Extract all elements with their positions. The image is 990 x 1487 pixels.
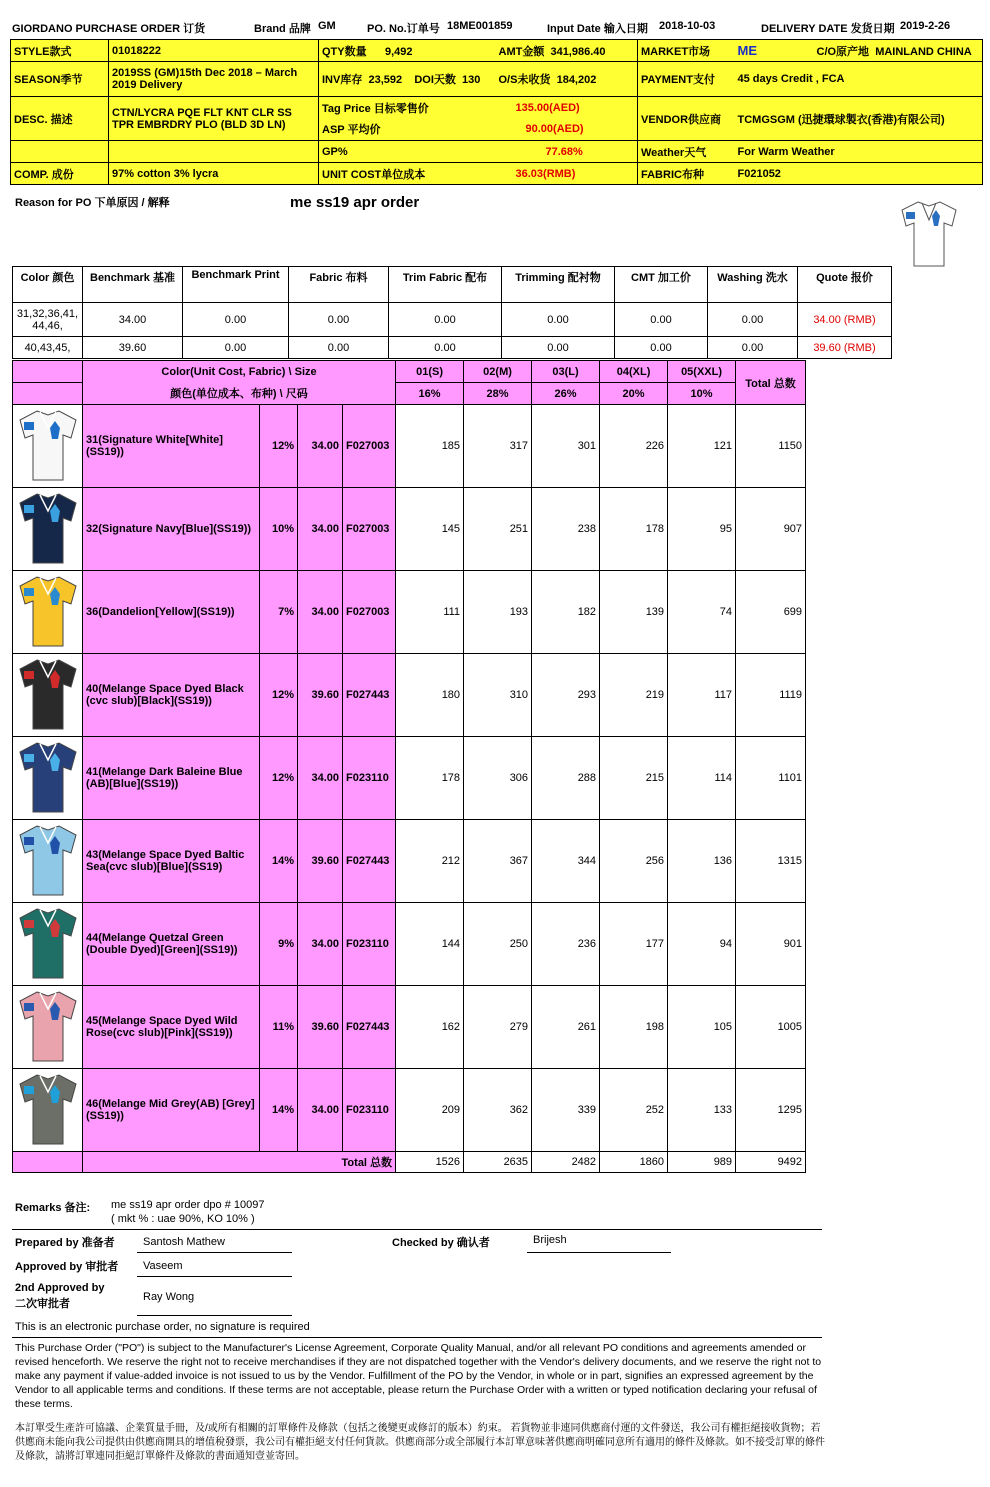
size-qty: 252 [600,1069,668,1152]
size-header: 01(S) [396,361,464,383]
divider [12,1229,822,1230]
size-qty: 279 [464,986,532,1069]
order-total-row [13,1152,806,1173]
order-body [13,405,806,1152]
product-thumbnail [13,654,83,737]
benchmark-cell: 0.00 [183,303,289,337]
signature-line [137,1276,292,1277]
delivery-date-label: DELIVERY DATE 发货日期 [761,23,895,35]
benchmark-row [13,337,892,359]
doi-label: DOI天数 [414,74,456,86]
size-total: 989 [668,1152,736,1173]
size-qty: 193 [464,571,532,654]
asp-value: 90.00(AED) [496,119,638,141]
color-pct: 12% [260,654,298,737]
row-total: 901 [736,903,806,986]
polo-shirt-image [16,987,80,1065]
po-number-label: PO. No.订单号 [367,23,440,35]
order-row [13,654,806,737]
row-total: 1295 [736,1069,806,1152]
blank-cell [13,383,83,405]
order-row [13,405,806,488]
size-qty: 293 [532,654,600,737]
color-pct: 14% [260,1069,298,1152]
remarks-line-1: me ss19 apr order dpo # 10097 [111,1199,265,1211]
unit-cost: 34.00 [298,903,343,986]
size-qty: 198 [600,986,668,1069]
color-pct: 7% [260,571,298,654]
remarks-label: Remarks 备注: [15,1202,91,1214]
unit-cost: 34.00 [298,488,343,571]
benchmark-cell: 0.00 [708,303,798,337]
size-qty: 367 [464,820,532,903]
size-qty: 177 [600,903,668,986]
fabric-code: F027003 [343,405,396,488]
qty-value: 9,492 [384,45,413,58]
gp-value: 77.68% [496,141,638,163]
size-qty: 139 [600,571,668,654]
benchmark-header-cell: Color 颜色 [13,267,83,303]
brand-value: GM [318,20,336,32]
comp-label: COMP. 成份 [11,163,109,185]
color-name: 36(Dandelion[Yellow](SS19)) [83,571,260,654]
size-total: 1860 [600,1152,668,1173]
unit-cost-value: 36.03(RMB) [496,163,638,185]
size-total: 1526 [396,1152,464,1173]
size-qty: 317 [464,405,532,488]
size-qty: 362 [464,1069,532,1152]
size-qty: 145 [396,488,464,571]
benchmark-cell: 34.00 [83,303,183,337]
order-quantity-table [12,360,806,1173]
reason-value: me ss19 apr order [290,194,420,211]
product-thumbnail [13,903,83,986]
size-total: 2482 [532,1152,600,1173]
qty-cell [319,40,496,62]
signature-line [527,1252,671,1253]
color-name: 31(Signature White[White](SS19)) [83,405,260,488]
origin-label: C/O原产地 [816,45,870,58]
delivery-date-value: 2019-2-26 [900,20,951,32]
order-header-row-2 [13,383,806,405]
size-qty: 178 [600,488,668,571]
second-approved-label-cn: 二次审批者 [15,1298,70,1310]
amt-label: AMT金额 [498,45,545,58]
fabric-code: F023110 [343,1069,396,1152]
color-name: 46(Melange Mid Grey(AB) [Grey](SS19)) [83,1069,260,1152]
signature-line [137,1315,292,1316]
order-header-row-1 [13,361,806,383]
os-cell [496,62,638,97]
unit-cost: 39.60 [298,820,343,903]
amt-cell [496,40,638,62]
second-approved-label: 2nd Approved by [15,1282,105,1294]
size-qty: 301 [532,405,600,488]
size-qty: 215 [600,737,668,820]
polo-shirt-image [16,489,80,567]
grand-total: 9492 [736,1152,806,1173]
size-qty: 182 [532,571,600,654]
size-qty: 344 [532,820,600,903]
size-qty: 133 [668,1069,736,1152]
row-total: 1150 [736,405,806,488]
benchmark-cell: 0.00 [289,337,389,359]
blank-cell [13,361,83,383]
tag-price-label: Tag Price 目标零售价 [319,97,496,119]
size-qty: 238 [532,488,600,571]
benchmark-cell: 0.00 [615,303,708,337]
fabric-code: F023110 [343,737,396,820]
market-value: ME [735,40,814,62]
origin-cell [814,40,983,62]
size-qty: 212 [396,820,464,903]
benchmark-header-cell: Trimming 配衬物 [502,267,615,303]
checked-by-label: Checked by 确认者 [392,1237,490,1249]
size-qty: 117 [668,654,736,737]
origin-value: MAINLAND CHINA [875,45,972,58]
size-pct: 16% [396,383,464,405]
size-qty: 261 [532,986,600,1069]
benchmark-cell: 0.00 [502,303,615,337]
document-title: GIORDANO PURCHASE ORDER 订货 [12,23,206,35]
polo-shirt-image [16,572,80,650]
fabric-code: F023110 [343,903,396,986]
size-qty: 288 [532,737,600,820]
benchmark-header-cell: Trim Fabric 配布 [389,267,502,303]
size-qty: 114 [668,737,736,820]
blank-cell [109,141,319,163]
color-name: 43(Melange Space Dyed Baltic Sea(cvc slub)[Blue](SS19) [83,820,260,903]
weather-value: For Warm Weather [735,141,983,163]
benchmark-cell: 0.00 [183,337,289,359]
fabric-value: F021052 [735,163,983,185]
size-qty: 180 [396,654,464,737]
blank-cell [11,141,109,163]
benchmark-cell: 39.60 (RMB) [798,337,892,359]
color-name: 45(Melange Space Dyed Wild Rose(cvc slub)[Pink](SS19)) [83,986,260,1069]
size-header: 04(XL) [600,361,668,383]
weather-label: Weather天气 [638,141,735,163]
second-approved-value: Ray Wong [143,1291,195,1303]
order-info-table [10,39,983,185]
input-date-label: Input Date 输入日期 [547,23,648,35]
row-total: 907 [736,488,806,571]
polo-shirt-image [16,655,80,733]
order-row [13,820,806,903]
fabric-code: F027443 [343,820,396,903]
os-value: 184,202 [556,74,597,86]
remarks-line-2: ( mkt % : uae 90%, KO 10% ) [111,1213,255,1225]
benchmark-header-cell: Benchmark 基准 [83,267,183,303]
checked-by-value: Brijesh [533,1234,567,1246]
product-sketch-image [896,196,962,272]
total-label: Total 总数 [83,1152,396,1173]
polo-shirt-image [16,821,80,899]
benchmark-header-row [13,267,892,303]
row-total: 1119 [736,654,806,737]
size-qty: 236 [532,903,600,986]
inv-value: 23,592 [368,74,403,86]
benchmark-body [13,303,892,359]
unit-cost: 34.00 [298,405,343,488]
gp-label: GP% [319,141,496,163]
style-value: 01018222 [109,40,319,62]
size-qty: 162 [396,986,464,1069]
order-row [13,903,806,986]
payment-value: 45 days Credit , FCA [735,62,983,97]
benchmark-cell: 0.00 [708,337,798,359]
size-qty: 74 [668,571,736,654]
payment-label: PAYMENT支付 [638,62,735,97]
color-pct: 11% [260,986,298,1069]
size-qty: 144 [396,903,464,986]
color-pct: 12% [260,405,298,488]
doi-value: 130 [462,74,481,86]
terms-english: This Purchase Order ("PO") is subject to the Manufacturer's License Agreement, Corporate Quality Manual, and/or all relevant PO conditions and agreements amended or revised henceforth. We reserve the right not to receive merchandises if they are not dispatched together with the Vendor's delivery documents, and we reserve the right not to make any payment if value-added invoice is not issued to us by the Vendor. Fulfillment of the PO by the Vendor, in whole or in part, signifies an expressed agreement by the Vendor to all applicable terms and conditions. If these terms are not acceptable, please return the Purchase Order with a written or typed notification declaring your refusal of these terms. [15,1342,822,1410]
tag-price-value: 135.00(AED) [496,97,638,119]
order-row [13,488,806,571]
size-pct: 28% [464,383,532,405]
size-qty: 121 [668,405,736,488]
polo-shirt-image [16,738,80,816]
size-header: 03(L) [532,361,600,383]
product-thumbnail [13,820,83,903]
benchmark-cell: 40,43,45, [13,337,83,359]
polo-shirt-image [16,406,80,484]
polo-shirt-image [16,1070,80,1148]
inv-label: INV库存 [322,74,363,86]
color-name: 32(Signature Navy[Blue](SS19)) [83,488,260,571]
order-row [13,571,806,654]
size-qty: 136 [668,820,736,903]
unit-cost: 34.00 [298,737,343,820]
size-qty: 339 [532,1069,600,1152]
row-total: 1101 [736,737,806,820]
product-thumbnail [13,986,83,1069]
size-qty: 226 [600,405,668,488]
approved-by-label: Approved by 审批者 [15,1261,119,1273]
unit-cost: 39.60 [298,654,343,737]
color-name: 40(Melange Space Dyed Black (cvc slub)[Black](SS19)) [83,654,260,737]
size-qty: 185 [396,405,464,488]
signature-line [137,1252,292,1253]
order-row [13,986,806,1069]
divider [12,1337,822,1338]
benchmark-cell: 0.00 [389,337,502,359]
fabric-code: F027003 [343,571,396,654]
blank-cell [13,1152,83,1173]
row-total: 1315 [736,820,806,903]
size-qty: 209 [396,1069,464,1152]
size-qty: 105 [668,986,736,1069]
size-qty: 306 [464,737,532,820]
size-qty: 251 [464,488,532,571]
benchmark-row [13,303,892,337]
benchmark-cell: 0.00 [389,303,502,337]
product-thumbnail [13,488,83,571]
po-number-value: 18ME001859 [447,20,513,32]
benchmark-cell: 34.00 (RMB) [798,303,892,337]
benchmark-cell: 0.00 [289,303,389,337]
terms-chinese: 本訂單受生產許可協議、企業質量手冊，及/或所有相關的訂單條件及條款（包括之後變更或修訂的版本）約束。 若貨物並非連同供應商付運的文件發送，我公司有權拒絕接收貨物；若供應商未能向我公司提供由供應商開具的增值稅發票，我公司有權拒絕支付任何貨款。供應商部分或全部履行本訂單意味著供應商明確同意所有適用的條件及條款。如不接受訂單的條件及條款，請將訂單連同拒絕訂單條件及條款的書面通知壹並寄回。 [15,1423,825,1462]
product-thumbnail [13,405,83,488]
size-header: 05(XXL) [668,361,736,383]
size-qty: 250 [464,903,532,986]
unit-cost-label: UNIT COST单位成本 [319,163,496,185]
benchmark-header-cell: CMT 加工价 [615,267,708,303]
input-date-value: 2018-10-03 [659,20,716,32]
color-size-header: Color(Unit Cost, Fabric) \ Size [83,361,396,383]
season-label: SEASON季节 [11,62,109,97]
size-qty: 111 [396,571,464,654]
size-qty: 256 [600,820,668,903]
qty-label: QTY数量 [322,45,367,58]
product-thumbnail [13,571,83,654]
unit-cost: 34.00 [298,1069,343,1152]
size-qty: 219 [600,654,668,737]
order-row [13,1069,806,1152]
color-pct: 14% [260,820,298,903]
unit-cost: 39.60 [298,986,343,1069]
fabric-code: F027003 [343,488,396,571]
size-pct: 26% [532,383,600,405]
unit-cost: 34.00 [298,571,343,654]
fabric-code: F027443 [343,986,396,1069]
approved-by-value: Vaseem [143,1260,183,1272]
prepared-by-value: Santosh Mathew [143,1236,225,1248]
size-header: 02(M) [464,361,532,383]
size-qty: 310 [464,654,532,737]
product-thumbnail [13,737,83,820]
color-name: 44(Melange Quetzal Green (Double Dyed)[Green](SS19)) [83,903,260,986]
benchmark-header-cell: Quote 报价 [798,267,892,303]
order-row [13,737,806,820]
reason-label: Reason for PO 下单原因 / 解释 [15,197,170,209]
benchmark-header-cell: Benchmark Print [183,267,289,303]
benchmark-cell: 31,32,36,41, 44,46, [13,303,83,337]
inv-cell [319,62,496,97]
os-label: O/S未收货 [498,74,551,86]
benchmark-cell: 39.60 [83,337,183,359]
brand-label: Brand 品牌 [254,23,311,35]
vendor-label: VENDOR供应商 [638,97,735,141]
color-name: 41(Melange Dark Baleine Blue (AB)[Blue](SS19)) [83,737,260,820]
fabric-label: FABRIC布种 [638,163,735,185]
desc-value: CTN/LYCRA PQE FLT KNT CLR SS TPR EMBRDRY PLO (BLD 3D LN) [109,97,319,141]
po-header [12,20,982,36]
comp-value: 97% cotton 3% lycra [109,163,319,185]
size-total: 2635 [464,1152,532,1173]
total-header: Total 总数 [736,361,806,405]
benchmark-table [12,266,892,359]
size-qty: 95 [668,488,736,571]
market-label: MARKET市场 [638,40,735,62]
size-pct: 10% [668,383,736,405]
amt-value: 341,986.40 [550,45,606,58]
color-pct: 9% [260,903,298,986]
fabric-code: F027443 [343,654,396,737]
polo-shirt-image [16,904,80,982]
vendor-value: TCMGSGM (迅捷環球製衣(香港)有限公司) [735,97,983,141]
season-value: 2019SS (GM)15th Dec 2018 – March 2019 Delivery [109,62,319,97]
color-pct: 12% [260,737,298,820]
row-total: 1005 [736,986,806,1069]
benchmark-header-cell: Washing 洗水 [708,267,798,303]
desc-label: DESC. 描述 [11,97,109,141]
benchmark-header-cell: Fabric 布料 [289,267,389,303]
benchmark-cell: 0.00 [502,337,615,359]
color-size-header-cn: 颜色(单位成本、布种) \ 尺码 [83,383,396,405]
size-qty: 94 [668,903,736,986]
product-thumbnail [13,1069,83,1152]
row-total: 699 [736,571,806,654]
electronic-notice: This is an electronic purchase order, no signature is required [15,1321,310,1333]
size-qty: 178 [396,737,464,820]
prepared-by-label: Prepared by 准备者 [15,1237,115,1249]
size-pct: 20% [600,383,668,405]
benchmark-cell: 0.00 [615,337,708,359]
asp-label: ASP 平均价 [319,119,496,141]
color-pct: 10% [260,488,298,571]
style-label: STYLE款式 [11,40,109,62]
